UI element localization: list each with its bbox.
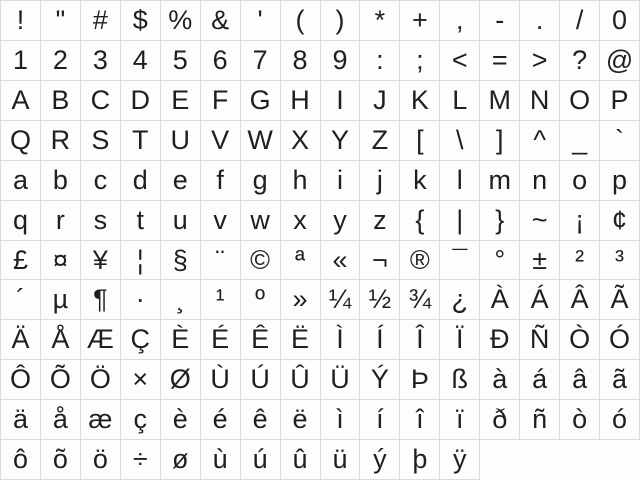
glyph-cell[interactable]: î	[400, 400, 440, 440]
glyph-cell[interactable]: Ù	[201, 360, 241, 400]
glyph-cell[interactable]: ·	[121, 280, 161, 320]
glyph-cell[interactable]: ï	[440, 400, 480, 440]
glyph-cell[interactable]: /	[560, 1, 600, 41]
glyph-cell[interactable]: b	[41, 161, 81, 201]
glyph-cell[interactable]: Í	[360, 320, 400, 360]
glyph-cell[interactable]: i	[321, 161, 361, 201]
glyph-cell[interactable]: T	[121, 121, 161, 161]
glyph-cell[interactable]: =	[480, 41, 520, 81]
empty-cell	[520, 440, 560, 480]
glyph-cell[interactable]: ½	[360, 280, 400, 320]
glyph-cell[interactable]: £	[1, 241, 41, 281]
glyph-cell[interactable]: Y	[321, 121, 361, 161]
empty-cell	[560, 440, 600, 480]
glyph-cell[interactable]: v	[201, 201, 241, 241]
glyph-cell[interactable]: À	[480, 280, 520, 320]
glyph-cell[interactable]: ß	[440, 360, 480, 400]
glyph-cell[interactable]: \	[440, 121, 480, 161]
glyph-cell[interactable]: -	[480, 1, 520, 41]
glyph-cell[interactable]: ã	[600, 360, 640, 400]
glyph-cell[interactable]: ô	[1, 440, 41, 480]
glyph-cell[interactable]: O	[560, 81, 600, 121]
glyph-cell[interactable]: ÿ	[440, 440, 480, 480]
glyph-cell[interactable]: ª	[281, 241, 321, 281]
glyph-cell[interactable]: A	[1, 81, 41, 121]
glyph-cell[interactable]: ò	[560, 400, 600, 440]
glyph-cell[interactable]: Ë	[281, 320, 321, 360]
glyph-cell[interactable]: ®	[400, 241, 440, 281]
glyph-cell[interactable]: 6	[201, 41, 241, 81]
glyph-cell[interactable]: ð	[480, 400, 520, 440]
glyph-cell[interactable]: P	[600, 81, 640, 121]
glyph-cell[interactable]: S	[81, 121, 121, 161]
glyph-cell[interactable]: I	[321, 81, 361, 121]
glyph-cell[interactable]: ¬	[360, 241, 400, 281]
glyph-cell[interactable]: «	[321, 241, 361, 281]
glyph-cell[interactable]: m	[480, 161, 520, 201]
glyph-cell[interactable]: g	[241, 161, 281, 201]
glyph-cell[interactable]: ×	[121, 360, 161, 400]
glyph-cell[interactable]: }	[480, 201, 520, 241]
glyph-cell[interactable]: Ç	[121, 320, 161, 360]
glyph-cell[interactable]: Â	[560, 280, 600, 320]
glyph-cell[interactable]: W	[241, 121, 281, 161]
glyph-cell[interactable]: ä	[1, 400, 41, 440]
glyph-cell[interactable]: Ó	[600, 320, 640, 360]
glyph-cell[interactable]: ³	[600, 241, 640, 281]
glyph-cell[interactable]: þ	[400, 440, 440, 480]
glyph-cell[interactable]: ¾	[400, 280, 440, 320]
glyph-cell[interactable]: K	[400, 81, 440, 121]
glyph-cell[interactable]: 3	[81, 41, 121, 81]
glyph-cell[interactable]: Ð	[480, 320, 520, 360]
glyph-cell[interactable]: ú	[241, 440, 281, 480]
glyph-cell[interactable]: q	[1, 201, 41, 241]
glyph-cell[interactable]: x	[281, 201, 321, 241]
glyph-cell[interactable]: 9	[321, 41, 361, 81]
glyph-cell[interactable]: [	[400, 121, 440, 161]
glyph-cell[interactable]: )	[321, 1, 361, 41]
glyph-cell[interactable]: Q	[1, 121, 41, 161]
glyph-cell[interactable]: z	[360, 201, 400, 241]
glyph-cell[interactable]: r	[41, 201, 81, 241]
glyph-cell[interactable]: G	[241, 81, 281, 121]
glyph-cell[interactable]: ë	[281, 400, 321, 440]
glyph-cell[interactable]: s	[81, 201, 121, 241]
glyph-cell[interactable]: ^	[520, 121, 560, 161]
glyph-cell[interactable]: º	[241, 280, 281, 320]
glyph-cell[interactable]: N	[520, 81, 560, 121]
glyph-cell[interactable]: ;	[400, 41, 440, 81]
glyph-cell[interactable]: 2	[41, 41, 81, 81]
glyph-cell[interactable]: ¸	[161, 280, 201, 320]
glyph-cell[interactable]: _	[560, 121, 600, 161]
glyph-cell[interactable]: Ñ	[520, 320, 560, 360]
glyph-cell[interactable]: #	[81, 1, 121, 41]
glyph-cell[interactable]: f	[201, 161, 241, 201]
glyph-cell[interactable]: X	[281, 121, 321, 161]
glyph-cell[interactable]: 7	[241, 41, 281, 81]
glyph-cell[interactable]: Õ	[41, 360, 81, 400]
glyph-cell[interactable]: ¹	[201, 280, 241, 320]
glyph-cell[interactable]: 0	[600, 1, 640, 41]
glyph-cell[interactable]: ¿	[440, 280, 480, 320]
glyph-cell[interactable]: §	[161, 241, 201, 281]
glyph-cell[interactable]: ¥	[81, 241, 121, 281]
glyph-cell[interactable]: ,	[440, 1, 480, 41]
glyph-cell[interactable]: È	[161, 320, 201, 360]
glyph-cell[interactable]: >	[520, 41, 560, 81]
glyph-cell[interactable]: !	[1, 1, 41, 41]
glyph-cell[interactable]: ©	[241, 241, 281, 281]
glyph-cell[interactable]: Þ	[400, 360, 440, 400]
glyph-cell[interactable]: ¢	[600, 201, 640, 241]
glyph-cell[interactable]: 4	[121, 41, 161, 81]
glyph-cell[interactable]: Î	[400, 320, 440, 360]
glyph-cell[interactable]: ¶	[81, 280, 121, 320]
glyph-cell[interactable]: 1	[1, 41, 41, 81]
glyph-cell[interactable]: &	[201, 1, 241, 41]
empty-cell	[480, 440, 520, 480]
glyph-cell[interactable]: k	[400, 161, 440, 201]
glyph-cell[interactable]: F	[201, 81, 241, 121]
glyph-cell[interactable]: Ê	[241, 320, 281, 360]
glyph-cell[interactable]: Å	[41, 320, 81, 360]
glyph-cell[interactable]: á	[520, 360, 560, 400]
glyph-cell[interactable]: ¤	[41, 241, 81, 281]
glyph-cell[interactable]: Ì	[321, 320, 361, 360]
glyph-cell[interactable]: û	[281, 440, 321, 480]
glyph-cell[interactable]: U	[161, 121, 201, 161]
glyph-cell[interactable]: M	[480, 81, 520, 121]
glyph-cell[interactable]: Ü	[321, 360, 361, 400]
glyph-cell[interactable]: é	[201, 400, 241, 440]
glyph-cell[interactable]: ÷	[121, 440, 161, 480]
glyph-cell[interactable]: ü	[321, 440, 361, 480]
glyph-cell[interactable]: '	[241, 1, 281, 41]
glyph-cell[interactable]: h	[281, 161, 321, 201]
glyph-cell[interactable]: n	[520, 161, 560, 201]
glyph-cell[interactable]: L	[440, 81, 480, 121]
glyph-cell[interactable]: R	[41, 121, 81, 161]
glyph-cell[interactable]: c	[81, 161, 121, 201]
glyph-cell[interactable]: »	[281, 280, 321, 320]
glyph-cell[interactable]: 8	[281, 41, 321, 81]
glyph-cell[interactable]: a	[1, 161, 41, 201]
glyph-cell[interactable]: l	[440, 161, 480, 201]
glyph-cell[interactable]: ö	[81, 440, 121, 480]
glyph-cell[interactable]: D	[121, 81, 161, 121]
glyph-cell[interactable]: ì	[321, 400, 361, 440]
glyph-cell[interactable]: Ï	[440, 320, 480, 360]
glyph-cell[interactable]: ó	[600, 400, 640, 440]
glyph-cell[interactable]: :	[360, 41, 400, 81]
glyph-cell[interactable]: Ø	[161, 360, 201, 400]
glyph-cell[interactable]: u	[161, 201, 201, 241]
glyph-cell[interactable]: ²	[560, 241, 600, 281]
glyph-cell[interactable]: C	[81, 81, 121, 121]
glyph-cell[interactable]: {	[400, 201, 440, 241]
glyph-cell[interactable]: Ý	[360, 360, 400, 400]
glyph-cell[interactable]: æ	[81, 400, 121, 440]
glyph-cell[interactable]: j	[360, 161, 400, 201]
glyph-cell[interactable]: õ	[41, 440, 81, 480]
glyph-cell[interactable]: Ò	[560, 320, 600, 360]
glyph-cell[interactable]: $	[121, 1, 161, 41]
glyph-cell[interactable]: Ã	[600, 280, 640, 320]
glyph-cell[interactable]: ´	[1, 280, 41, 320]
glyph-cell[interactable]: E	[161, 81, 201, 121]
glyph-cell[interactable]: ¯	[440, 241, 480, 281]
glyph-cell[interactable]: Ú	[241, 360, 281, 400]
glyph-cell[interactable]: @	[600, 41, 640, 81]
glyph-cell[interactable]: w	[241, 201, 281, 241]
glyph-cell[interactable]: t	[121, 201, 161, 241]
glyph-cell[interactable]: Û	[281, 360, 321, 400]
glyph-cell[interactable]: Z	[360, 121, 400, 161]
glyph-cell[interactable]: (	[281, 1, 321, 41]
glyph-cell[interactable]: o	[560, 161, 600, 201]
glyph-cell[interactable]: Ô	[1, 360, 41, 400]
glyph-cell[interactable]: ]	[480, 121, 520, 161]
glyph-cell[interactable]: ¦	[121, 241, 161, 281]
glyph-cell[interactable]: ý	[360, 440, 400, 480]
glyph-cell[interactable]: °	[480, 241, 520, 281]
glyph-cell[interactable]: Æ	[81, 320, 121, 360]
glyph-cell[interactable]: y	[321, 201, 361, 241]
glyph-cell[interactable]: ñ	[520, 400, 560, 440]
glyph-cell[interactable]: e	[161, 161, 201, 201]
glyph-cell[interactable]: å	[41, 400, 81, 440]
glyph-cell[interactable]: ?	[560, 41, 600, 81]
glyph-cell[interactable]: â	[560, 360, 600, 400]
glyph-cell[interactable]: ç	[121, 400, 161, 440]
glyph-cell[interactable]: p	[600, 161, 640, 201]
glyph-cell[interactable]: ~	[520, 201, 560, 241]
glyph-cell[interactable]: ê	[241, 400, 281, 440]
glyph-cell[interactable]: <	[440, 41, 480, 81]
glyph-cell[interactable]: |	[440, 201, 480, 241]
glyph-cell[interactable]: Ä	[1, 320, 41, 360]
glyph-cell[interactable]: µ	[41, 280, 81, 320]
glyph-cell[interactable]: V	[201, 121, 241, 161]
glyph-cell[interactable]: H	[281, 81, 321, 121]
glyph-cell[interactable]: É	[201, 320, 241, 360]
glyph-cell[interactable]: B	[41, 81, 81, 121]
glyph-cell[interactable]: `	[600, 121, 640, 161]
glyph-cell[interactable]: à	[480, 360, 520, 400]
glyph-cell[interactable]: Á	[520, 280, 560, 320]
glyph-cell[interactable]: 5	[161, 41, 201, 81]
empty-cell	[600, 440, 640, 480]
glyph-cell[interactable]: +	[400, 1, 440, 41]
glyph-cell[interactable]: Ö	[81, 360, 121, 400]
glyph-cell[interactable]: J	[360, 81, 400, 121]
glyph-cell[interactable]: ù	[201, 440, 241, 480]
glyph-cell[interactable]: è	[161, 400, 201, 440]
glyph-cell[interactable]: "	[41, 1, 81, 41]
glyph-cell[interactable]: *	[360, 1, 400, 41]
glyph-cell[interactable]: í	[360, 400, 400, 440]
glyph-cell[interactable]: ¼	[321, 280, 361, 320]
glyph-cell[interactable]: ±	[520, 241, 560, 281]
glyph-cell[interactable]: ø	[161, 440, 201, 480]
glyph-cell[interactable]: ¡	[560, 201, 600, 241]
glyph-cell[interactable]: %	[161, 1, 201, 41]
glyph-cell[interactable]: .	[520, 1, 560, 41]
glyph-cell[interactable]: ¨	[201, 241, 241, 281]
glyph-cell[interactable]: d	[121, 161, 161, 201]
